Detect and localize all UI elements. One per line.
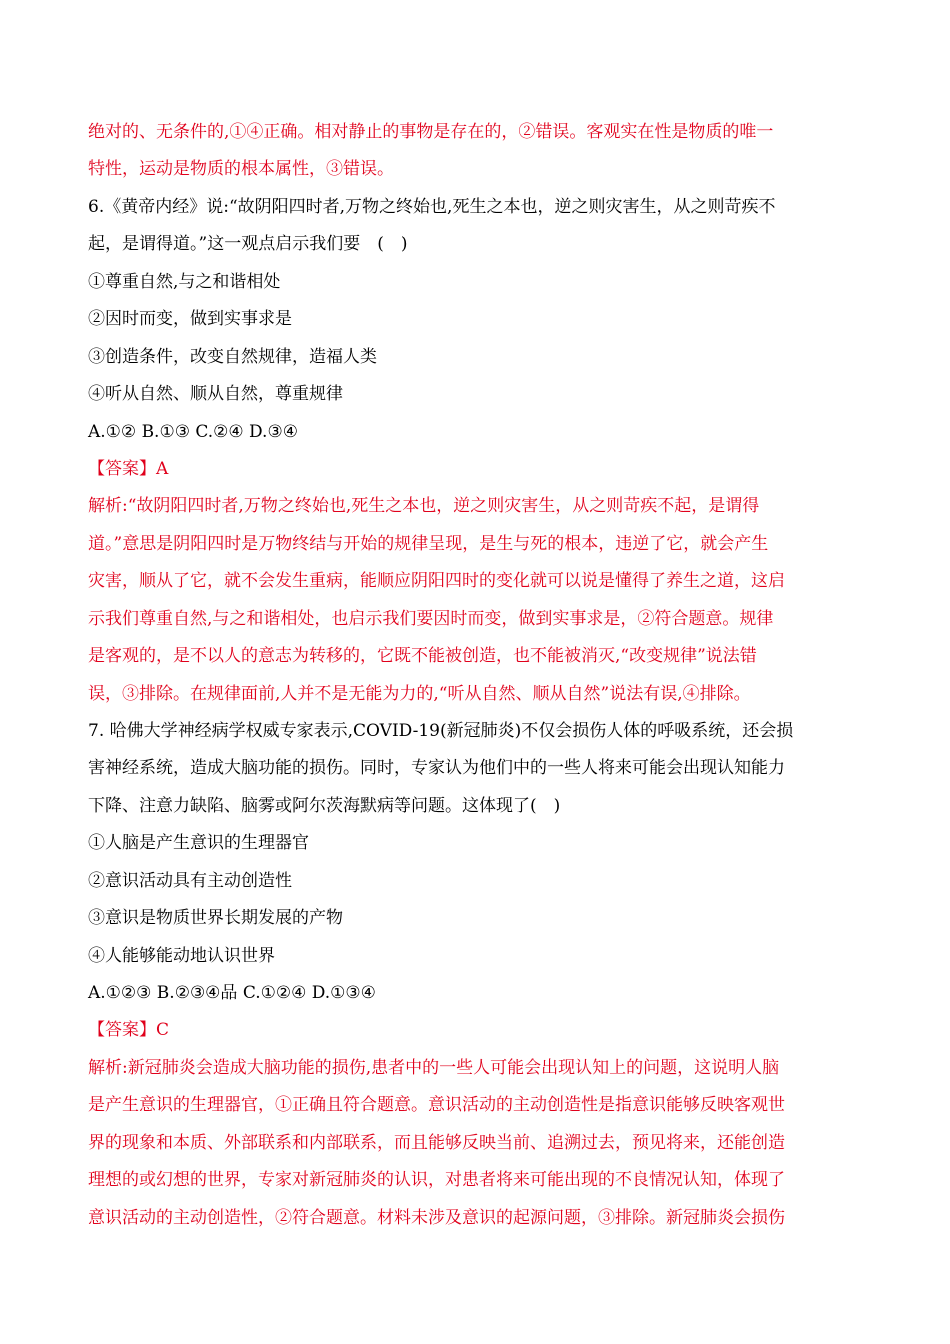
question-7-explanation: 解析:新冠肺炎会造成大脑功能的损伤,患者中的一些人可能会出现认知上的问题，这说明人脑 (88, 1058, 780, 1078)
question-7-stem: 7. 哈佛大学神经病学权威专家表示,COVID-19(新冠肺炎)不仅会损伤人体的呼吸系统，还会损 (88, 721, 794, 741)
question-7-stem: 下降、注意力缺陷、脑雾或阿尔茨海默病等问题。这体现了( ) (88, 796, 561, 816)
question-7-option: ④人能够能动地认识世界 (88, 946, 275, 966)
answer-explanation-line: 特性，运动是物质的根本属性，③错误。 (88, 159, 394, 179)
question-6-explanation: 解析:“故阴阳四时者,万物之终始也,死生之本也，逆之则灾害生，从之则苛疾不起，是谓得 (88, 496, 760, 516)
question-7-stem: 害神经系统，造成大脑功能的损伤。同时，专家认为他们中的一些人将来可能会出现认知能力 (88, 758, 785, 778)
question-6-explanation: 示我们尊重自然,与之和谐相处，也启示我们要因时而变，做到实事求是，②符合题意。规律 (88, 609, 774, 629)
question-6-option: ③创造条件，改变自然规律，造福人类 (88, 347, 377, 367)
question-7-option: ①人脑是产生意识的生理器官 (88, 833, 309, 853)
question-6-explanation: 灾害，顺从了它，就不会发生重病，能顺应阴阳四时的变化就可以说是懂得了养生之道，这启 (88, 571, 785, 591)
question-7-choices: A.①②③ B.②③④品 C.①②④ D.①③④ (88, 983, 376, 1003)
answer-explanation-line: 绝对的、无条件的,①④正确。相对静止的事物是存在的，②错误。客观实在性是物质的唯一 (88, 122, 774, 142)
question-6-explanation: 道。”意思是阴阳四时是万物终结与开始的规律呈现，是生与死的根本，违逆了它，就会产生 (88, 534, 769, 554)
question-6-stem: 起，是谓得道。”这一观点启示我们要 ( ) (88, 234, 408, 254)
question-7-explanation: 是产生意识的生理器官，①正确且符合题意。意识活动的主动创造性是指意识能够反映客观世 (88, 1095, 785, 1115)
question-6-choices: A.①② B.①③ C.②④ D.③④ (88, 422, 298, 442)
question-7-explanation: 理想的或幻想的世界，专家对新冠肺炎的认识，对患者将来可能出现的不良情况认知，体现了 (88, 1170, 785, 1190)
question-7-option: ③意识是物质世界长期发展的产物 (88, 908, 343, 928)
question-7-answer: 【答案】C (88, 1020, 170, 1040)
question-6-option: ①尊重自然,与之和谐相处 (88, 272, 281, 292)
question-7-explanation: 界的现象和本质、外部联系和内部联系，而且能够反映当前、追溯过去，预见将来，还能创造 (88, 1133, 785, 1153)
question-6-stem: 6.《黄帝内经》说:“故阴阳四时者,万物之终始也,死生之本也，逆之则灾害生，从之则苛疾不 (88, 197, 776, 217)
question-6-option: ④听从自然、顺从自然，尊重规律 (88, 384, 343, 404)
question-6-explanation: 误，③排除。在规律面前,人并不是无能为力的,“听从自然、顺从自然”说法有误,④排除。 (88, 684, 751, 704)
question-6-explanation: 是客观的，是不以人的意志为转移的，它既不能被创造，也不能被消灭,“改变规律”说法错 (88, 646, 757, 666)
question-6-answer: 【答案】A (88, 459, 169, 479)
question-7-option: ②意识活动具有主动创造性 (88, 871, 292, 891)
question-7-explanation: 意识活动的主动创造性，②符合题意。材料未涉及意识的起源问题，③排除。新冠肺炎会损伤 (88, 1208, 785, 1228)
question-6-option: ②因时而变，做到实事求是 (88, 309, 292, 329)
